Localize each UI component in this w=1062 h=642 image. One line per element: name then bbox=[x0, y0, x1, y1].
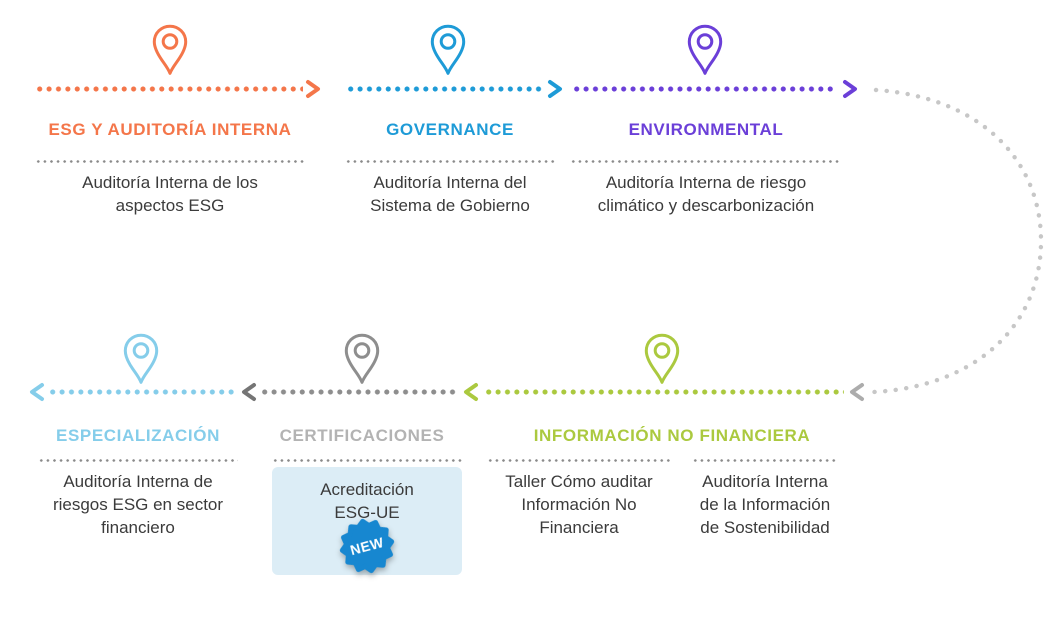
chevron-left-icon bbox=[28, 382, 46, 402]
location-pin-icon bbox=[644, 333, 680, 385]
course-line: Acreditación bbox=[320, 480, 414, 499]
course-line: financiero bbox=[101, 518, 175, 537]
dotted-path-segment bbox=[260, 386, 458, 398]
location-pin-icon bbox=[344, 333, 380, 385]
course-title bbox=[482, 470, 676, 539]
dotted-separator bbox=[272, 458, 462, 463]
course-line: de la Información bbox=[699, 495, 831, 514]
stage-title: CERTIFICACIONES bbox=[279, 426, 445, 445]
course-line: Auditoría Interna de los bbox=[82, 173, 258, 192]
course-line: Auditoría Interna de riesgo bbox=[605, 173, 807, 192]
dotted-path-segment bbox=[48, 386, 236, 398]
stage-title: ESG Y AUDITORÍA INTERNA bbox=[48, 120, 292, 139]
course-line: riesgos ESG en sector bbox=[52, 495, 224, 514]
course-line: Auditoría Interna de bbox=[63, 472, 213, 491]
dotted-separator bbox=[692, 458, 838, 463]
course-line: Sistema de Gobierno bbox=[370, 196, 530, 215]
dotted-separator bbox=[487, 458, 671, 463]
dotted-path-segment bbox=[484, 386, 844, 398]
stage-title: INFORMACIÓN NO FINANCIERA bbox=[533, 426, 811, 445]
course-line: aspectos ESG bbox=[115, 196, 225, 215]
course-line: Información No bbox=[521, 495, 637, 514]
stage-title: GOVERNANCE bbox=[386, 120, 514, 139]
chevron-left-icon bbox=[240, 382, 258, 402]
dotted-separator bbox=[38, 458, 238, 463]
course-line: Taller Cómo auditar bbox=[505, 472, 653, 491]
chevron-left-icon bbox=[462, 382, 480, 402]
location-pin-icon bbox=[123, 333, 159, 385]
course-title bbox=[680, 470, 850, 539]
chevron-left-icon bbox=[848, 382, 866, 402]
stage-title: ENVIRONMENTAL bbox=[628, 120, 784, 139]
course-line: de Sostenibilidad bbox=[700, 518, 830, 537]
course-line: climático y descarbonización bbox=[597, 196, 815, 215]
course-line: Financiera bbox=[539, 518, 619, 537]
new-badge-label: NEW bbox=[348, 533, 386, 559]
course-line: Auditoría Interna del bbox=[373, 173, 527, 192]
new-badge bbox=[335, 514, 400, 579]
course-title bbox=[25, 470, 251, 539]
course-line: Auditoría Interna bbox=[702, 472, 828, 491]
course-line: ESG-UE bbox=[334, 503, 400, 522]
stage-title: ESPECIALIZACIÓN bbox=[56, 426, 220, 445]
